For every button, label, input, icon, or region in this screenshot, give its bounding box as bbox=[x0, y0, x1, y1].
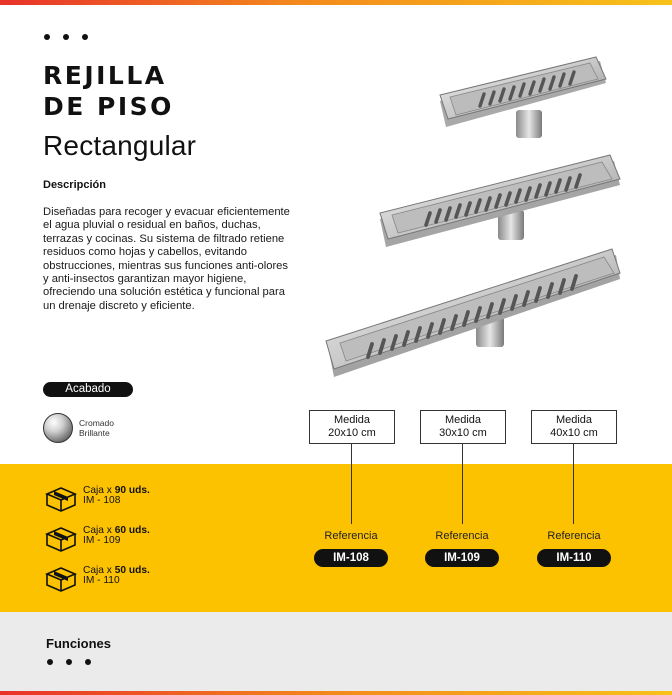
swatch-line-2: Brillante bbox=[79, 428, 110, 438]
packaging-code: IM - 109 bbox=[83, 535, 121, 546]
page-title bbox=[43, 60, 174, 122]
drain-large-image bbox=[326, 249, 620, 377]
description-line: ofreciendo una solución estética y funcional para bbox=[43, 286, 285, 299]
box-icon bbox=[45, 486, 77, 512]
functions-section-title: Funciones bbox=[46, 636, 112, 651]
packaging-prefix: Caja x bbox=[83, 525, 115, 536]
functions-gray-band bbox=[0, 612, 672, 691]
description-line: y anti-insectos garantizan mayor higiene, bbox=[43, 273, 247, 286]
packaging-text bbox=[83, 526, 150, 546]
swatch-line-1: Cromado bbox=[79, 418, 114, 428]
finish-label-pill: Acabado bbox=[43, 382, 133, 397]
description-line: obstrucciones, mientras sus funciones anti-olores bbox=[43, 259, 288, 272]
medida-value: 30x10 cm bbox=[439, 427, 487, 439]
medida-value: 20x10 cm bbox=[328, 427, 376, 439]
packaging-prefix: Caja x bbox=[83, 565, 115, 576]
medida-label: Medida bbox=[444, 414, 482, 426]
reference-pill-im110: IM-110 bbox=[537, 549, 611, 567]
drain-small-image bbox=[440, 57, 606, 138]
referencia-label: Referencia bbox=[547, 530, 601, 542]
description-line: residuos como hojas y cabellos, evitando bbox=[43, 246, 247, 259]
referencia-label: Referencia bbox=[435, 530, 489, 542]
packaging-code: IM - 108 bbox=[83, 495, 121, 506]
packaging-code: IM - 110 bbox=[83, 575, 120, 586]
medida-box-im109 bbox=[420, 410, 506, 444]
medida-label: Medida bbox=[333, 414, 371, 426]
packaging-text bbox=[83, 566, 150, 586]
product-drains-illustration bbox=[320, 55, 672, 390]
connector-line bbox=[351, 444, 352, 524]
chrome-swatch-icon bbox=[43, 413, 73, 443]
packaging-prefix: Caja x bbox=[83, 485, 115, 496]
description-line: un drenaje discreto y eficiente. bbox=[43, 299, 195, 312]
medida-box-im108 bbox=[309, 410, 395, 444]
medida-box-im110 bbox=[531, 410, 617, 444]
packaging-qty: 50 uds. bbox=[114, 565, 150, 576]
description-text bbox=[43, 206, 328, 313]
box-icon bbox=[45, 526, 77, 552]
description-line: terrazas y cocinas. Su sistema de filtrado retiene bbox=[43, 232, 285, 245]
top-gradient-bar bbox=[0, 0, 672, 5]
description-line: el agua pluvial o residual en baños, duchas, bbox=[43, 219, 261, 232]
decorative-dots-bottom bbox=[47, 659, 91, 665]
reference-pill-im108: IM-108 bbox=[314, 549, 388, 567]
title-line-2: DE PISO bbox=[43, 92, 174, 121]
packaging-qty: 60 uds. bbox=[114, 525, 150, 536]
connector-line bbox=[573, 444, 574, 524]
drain-medium-image bbox=[380, 155, 620, 247]
description-heading: Descripción bbox=[43, 179, 106, 191]
medida-value: 40x10 cm bbox=[550, 427, 598, 439]
title-line-1: REJILLA bbox=[43, 61, 167, 90]
connector-line bbox=[462, 444, 463, 524]
reference-pill-im109: IM-109 bbox=[425, 549, 499, 567]
medida-label: Medida bbox=[555, 414, 593, 426]
page-subtitle: Rectangular bbox=[43, 130, 197, 161]
finish-swatch-label bbox=[79, 418, 114, 438]
bottom-gradient-bar bbox=[0, 691, 672, 695]
box-icon bbox=[45, 566, 77, 592]
packaging-text bbox=[83, 486, 150, 506]
decorative-dots-top bbox=[44, 34, 88, 40]
referencia-label: Referencia bbox=[324, 530, 378, 542]
packaging-qty: 90 uds. bbox=[114, 485, 150, 496]
description-line: Diseñadas para recoger y evacuar eficientemente bbox=[43, 206, 290, 218]
